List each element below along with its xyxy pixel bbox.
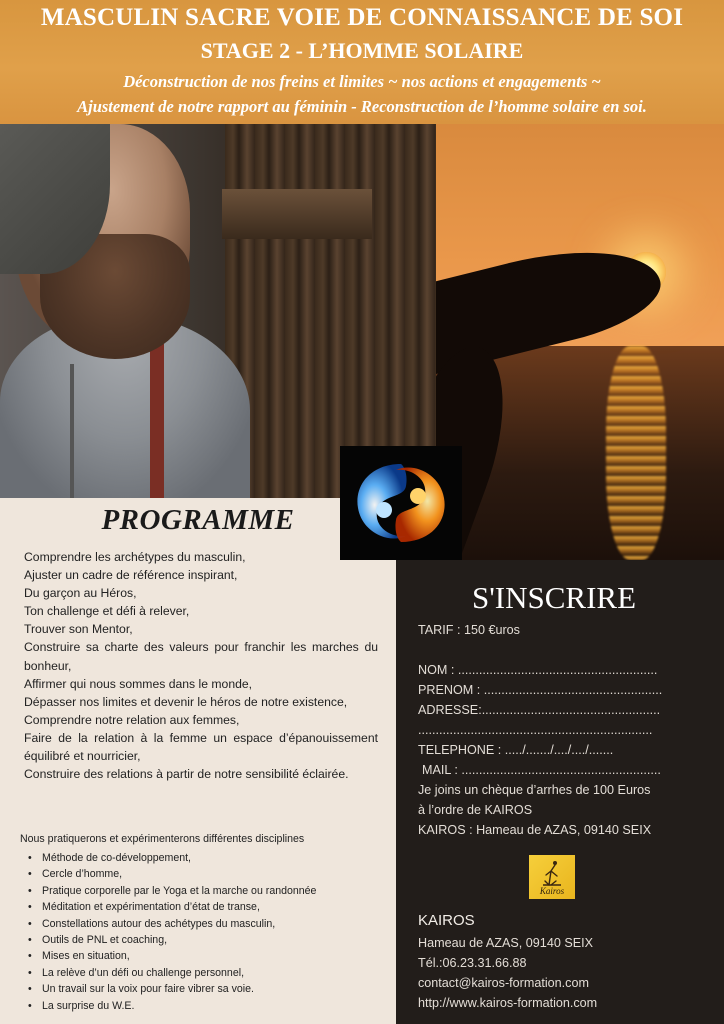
list-item: • Pratique corporelle par le Yoga et la marche ou randonnée — [28, 883, 380, 899]
fire-water-icon — [348, 458, 454, 548]
list-item: Ajuster un cadre de référence inspirant, — [24, 568, 238, 583]
bag-strap — [150, 344, 164, 498]
adresse-field: ADRESSE:................................................... — [418, 703, 661, 717]
tagline-1: Déconstruction de nos freins et limites ~ nos actions et engagements ~ — [123, 72, 601, 91]
list-item: Ton challenge et défi à relever, — [24, 604, 190, 619]
list-item: Comprendre notre relation aux femmes, — [24, 712, 240, 727]
page-title: MASCULIN SACRE VOIE DE CONNAISSANCE DE SOI — [40, 4, 684, 31]
list-item: • Mises en situation, — [28, 948, 380, 964]
cheque-text-1: Je joins un chèque d’arrhes de 100 Euros — [418, 783, 651, 797]
contact-address: Hameau de AZAS, 09140 SEIX — [418, 936, 594, 950]
hoodie-zipper — [70, 364, 74, 498]
list-item: Du garçon au Héros, — [24, 586, 137, 601]
tarif-text: TARIF : 150 €uros — [418, 623, 520, 637]
programme-panel — [0, 498, 396, 1024]
disciplines-intro: Nous pratiquerons et expérimenterons différentes disciplines — [20, 833, 305, 845]
list-item: • Cercle d’homme, — [28, 866, 380, 882]
contact-website[interactable]: http://www.kairos-formation.com — [418, 996, 598, 1010]
header-banner — [0, 0, 724, 124]
contact-name: KAIROS — [418, 912, 475, 929]
contact-email[interactable]: contact@kairos-formation.com — [418, 976, 589, 990]
list-item: • La relève d’un défi ou challenge personnel, — [28, 965, 380, 981]
list-item: Faire de la relation à la femme un espace d’épanouissement équilibré et nourricier, — [24, 730, 378, 764]
inscription-title: S'INSCRIRE — [471, 580, 637, 615]
inscription-panel — [396, 560, 724, 1024]
list-item: • Méditation et expérimentation d’état de transe, — [28, 899, 380, 915]
door-plank — [222, 189, 372, 239]
sunset-photo — [436, 124, 724, 560]
programme-list — [24, 548, 378, 783]
nom-field: NOM : ......................................................... — [418, 663, 658, 677]
wooden-door — [225, 124, 436, 498]
yin-yang-emblem — [340, 446, 462, 560]
disciplines-list — [28, 850, 380, 1014]
list-item: Construire sa charte des valeurs pour franchir les marches du bonheur, — [24, 640, 378, 673]
telephone-field: TELEPHONE : ...../......./..../..../....... — [418, 743, 614, 757]
sun-reflection — [606, 346, 666, 560]
kairos-logo — [529, 855, 575, 899]
cheque-text-2: à l’ordre de KAIROS — [418, 803, 533, 817]
page-subtitle: STAGE 2 - L’HOMME SOLAIRE — [200, 38, 524, 63]
contact-phone: Tél.:06.23.31.66.88 — [418, 956, 527, 970]
programme-title: PROGRAMME — [101, 504, 295, 536]
list-item: Comprendre les archétypes du masculin, — [24, 550, 246, 564]
list-item: • Méthode de co-développement, — [28, 850, 380, 866]
tagline-2: Ajustement de notre rapport au féminin - Reconstruction de l’homme solaire en soi. — [77, 97, 647, 116]
list-item: • La surprise du W.E. — [28, 998, 380, 1014]
man-photo — [0, 124, 436, 498]
logo-name: Kairos — [539, 886, 565, 896]
list-item: • Constellations autour des achétypes du masculin, — [28, 916, 380, 932]
list-item: Construire des relations à partir de notre sensibilité éclairée. — [24, 767, 349, 782]
list-item: • Un travail sur la voix pour faire vibrer sa voie. — [28, 981, 380, 997]
list-item: Affirmer qui nous sommes dans le monde, — [24, 676, 253, 691]
list-item: Dépasser nos limites et devenir le héros de notre existence, — [24, 694, 348, 709]
mail-field: MAIL : ......................................................... — [422, 763, 661, 777]
list-item: Trouver son Mentor, — [24, 622, 133, 637]
adresse-continuation: ................................................................... — [418, 723, 653, 737]
prenom-field: PRENOM : ................................................... — [418, 683, 663, 697]
list-item: • Outils de PNL et coaching, — [28, 932, 380, 948]
kairos-address: KAIROS : Hameau de AZAS, 09140 SEIX — [418, 823, 652, 837]
